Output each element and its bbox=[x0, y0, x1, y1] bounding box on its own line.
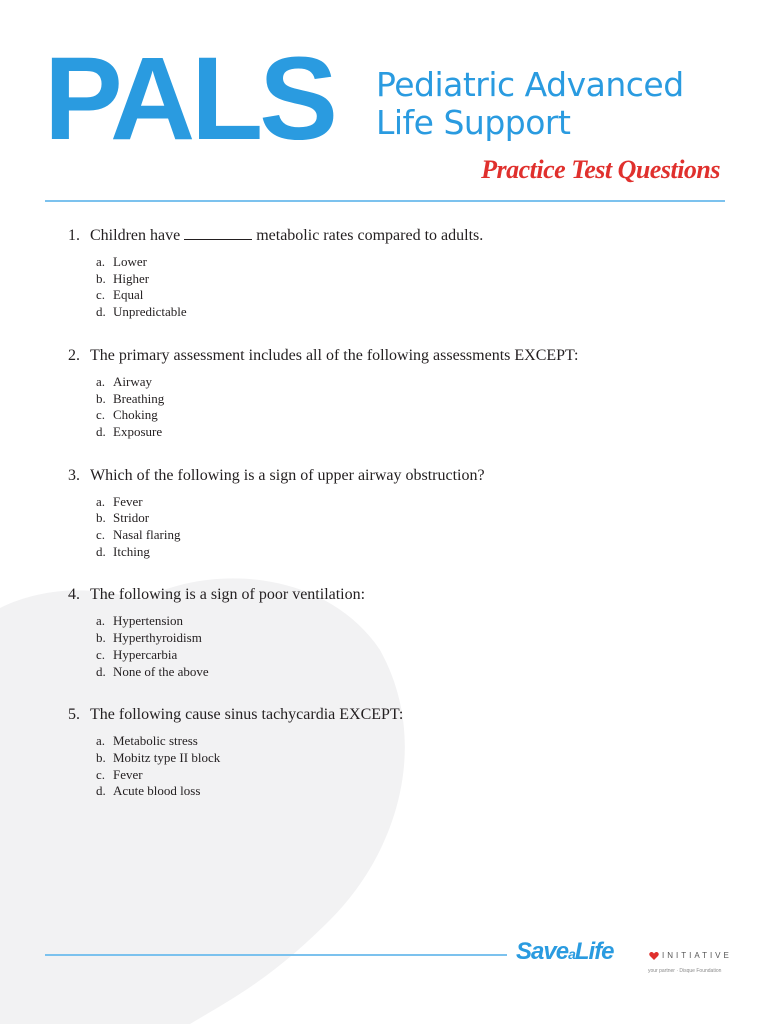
question-text: The following cause sinus tachycardia EXCEPT: bbox=[90, 706, 404, 724]
pals-logo-subtitle bbox=[376, 66, 684, 142]
option-text: Choking bbox=[113, 407, 158, 423]
option-text: Breathing bbox=[113, 390, 165, 406]
option-text: Equal bbox=[113, 287, 144, 303]
option-text: Acute blood loss bbox=[113, 783, 201, 799]
logo-subtitle-line-1: Pediatric Advanced bbox=[376, 65, 684, 104]
option-letter: a. bbox=[96, 493, 106, 509]
question-number: 1. bbox=[68, 227, 80, 244]
answer-options bbox=[96, 494, 748, 561]
answer-option bbox=[96, 527, 748, 544]
answer-options bbox=[96, 254, 748, 321]
question-5 bbox=[68, 705, 748, 800]
answer-option bbox=[96, 494, 748, 511]
answer-options bbox=[96, 374, 748, 441]
answer-option bbox=[96, 254, 748, 271]
option-letter: d. bbox=[96, 783, 106, 799]
option-letter: d. bbox=[96, 423, 106, 439]
question-number: 2. bbox=[68, 346, 80, 364]
option-text: Hypertension bbox=[113, 613, 184, 629]
option-letter: a. bbox=[96, 733, 106, 749]
option-letter: c. bbox=[96, 646, 106, 662]
header-divider bbox=[45, 200, 725, 202]
answer-option bbox=[96, 391, 748, 408]
initiative-label: INITIATIVE bbox=[662, 951, 732, 960]
answer-option bbox=[96, 783, 748, 800]
answer-blank-line bbox=[184, 227, 252, 240]
partner-line: your partner · Disque Foundation bbox=[648, 968, 722, 974]
option-letter: b. bbox=[96, 270, 106, 286]
option-letter: a. bbox=[96, 613, 106, 629]
logo-word-a: a bbox=[568, 946, 575, 962]
logo-subtitle-line-2: Life Support bbox=[376, 103, 571, 142]
answer-option bbox=[96, 647, 748, 664]
question-2 bbox=[68, 346, 748, 441]
answer-option bbox=[96, 304, 748, 321]
option-text: Nasal flaring bbox=[113, 527, 181, 543]
answer-option bbox=[96, 630, 748, 647]
option-letter: c. bbox=[96, 527, 106, 543]
option-letter: b. bbox=[96, 510, 106, 526]
option-text: Airway bbox=[113, 373, 152, 389]
option-letter: b. bbox=[96, 630, 106, 646]
answer-option bbox=[96, 544, 748, 561]
answer-option bbox=[96, 664, 748, 681]
option-text: None of the above bbox=[113, 663, 209, 679]
option-text: Metabolic stress bbox=[113, 733, 198, 749]
option-letter: c. bbox=[96, 287, 106, 303]
option-letter: c. bbox=[96, 766, 106, 782]
question-1 bbox=[68, 226, 748, 321]
question-text-after-blank: metabolic rates compared to adults. bbox=[256, 227, 484, 244]
footer-divider bbox=[45, 954, 507, 956]
question-stem bbox=[68, 226, 748, 246]
option-letter: a. bbox=[96, 254, 106, 269]
option-text: Lower bbox=[113, 254, 147, 269]
question-text: The primary assessment includes all of the following assessments EXCEPT: bbox=[90, 346, 579, 364]
pals-logo: PALS bbox=[44, 33, 334, 165]
page-title: Practice Test Questions bbox=[481, 155, 720, 184]
answer-option bbox=[96, 424, 748, 441]
option-text: Fever bbox=[113, 766, 143, 782]
heart-icon bbox=[649, 951, 659, 961]
question-stem bbox=[68, 585, 748, 605]
question-text: The following is a sign of poor ventilation: bbox=[90, 586, 366, 604]
question-4 bbox=[68, 585, 748, 680]
save-a-life-wordmark bbox=[516, 938, 614, 966]
option-letter: a. bbox=[96, 373, 106, 389]
answer-option bbox=[96, 750, 748, 767]
answer-options bbox=[96, 733, 748, 800]
answer-option bbox=[96, 271, 748, 288]
option-text: Higher bbox=[113, 270, 150, 286]
question-number: 3. bbox=[68, 466, 80, 484]
page-header bbox=[0, 0, 770, 210]
question-text: Which of the following is a sign of upper airway obstruction? bbox=[90, 466, 485, 484]
answer-option bbox=[96, 374, 748, 391]
answer-option bbox=[96, 767, 748, 784]
logo-word-save: Save bbox=[516, 938, 569, 965]
option-text: Exposure bbox=[113, 423, 163, 439]
option-letter: d. bbox=[96, 663, 106, 679]
logo-word-life: Life bbox=[574, 938, 614, 965]
answer-options bbox=[96, 613, 748, 680]
option-text: Itching bbox=[113, 543, 150, 559]
answer-option bbox=[96, 613, 748, 630]
save-a-life-logo bbox=[516, 938, 732, 980]
option-text: Stridor bbox=[113, 510, 150, 526]
question-number: 4. bbox=[68, 586, 80, 604]
question-stem bbox=[68, 466, 748, 486]
option-letter: d. bbox=[96, 543, 106, 559]
answer-option bbox=[96, 287, 748, 304]
option-letter: d. bbox=[96, 304, 106, 320]
option-text: Fever bbox=[113, 493, 143, 509]
question-stem bbox=[68, 705, 748, 725]
option-letter: c. bbox=[96, 407, 106, 423]
option-text: Hypercarbia bbox=[113, 646, 178, 662]
question-number: 5. bbox=[68, 706, 80, 724]
question-stem bbox=[68, 346, 748, 366]
option-text: Unpredictable bbox=[113, 304, 187, 320]
option-text: Mobitz type II block bbox=[113, 749, 221, 765]
option-letter: b. bbox=[96, 749, 106, 765]
question-list bbox=[68, 226, 748, 825]
answer-option bbox=[96, 510, 748, 527]
answer-option bbox=[96, 407, 748, 424]
option-text: Hyperthyroidism bbox=[113, 630, 202, 646]
answer-option bbox=[96, 733, 748, 750]
question-text-before-blank: Children have bbox=[90, 227, 181, 244]
question-3 bbox=[68, 466, 748, 561]
option-letter: b. bbox=[96, 390, 106, 406]
